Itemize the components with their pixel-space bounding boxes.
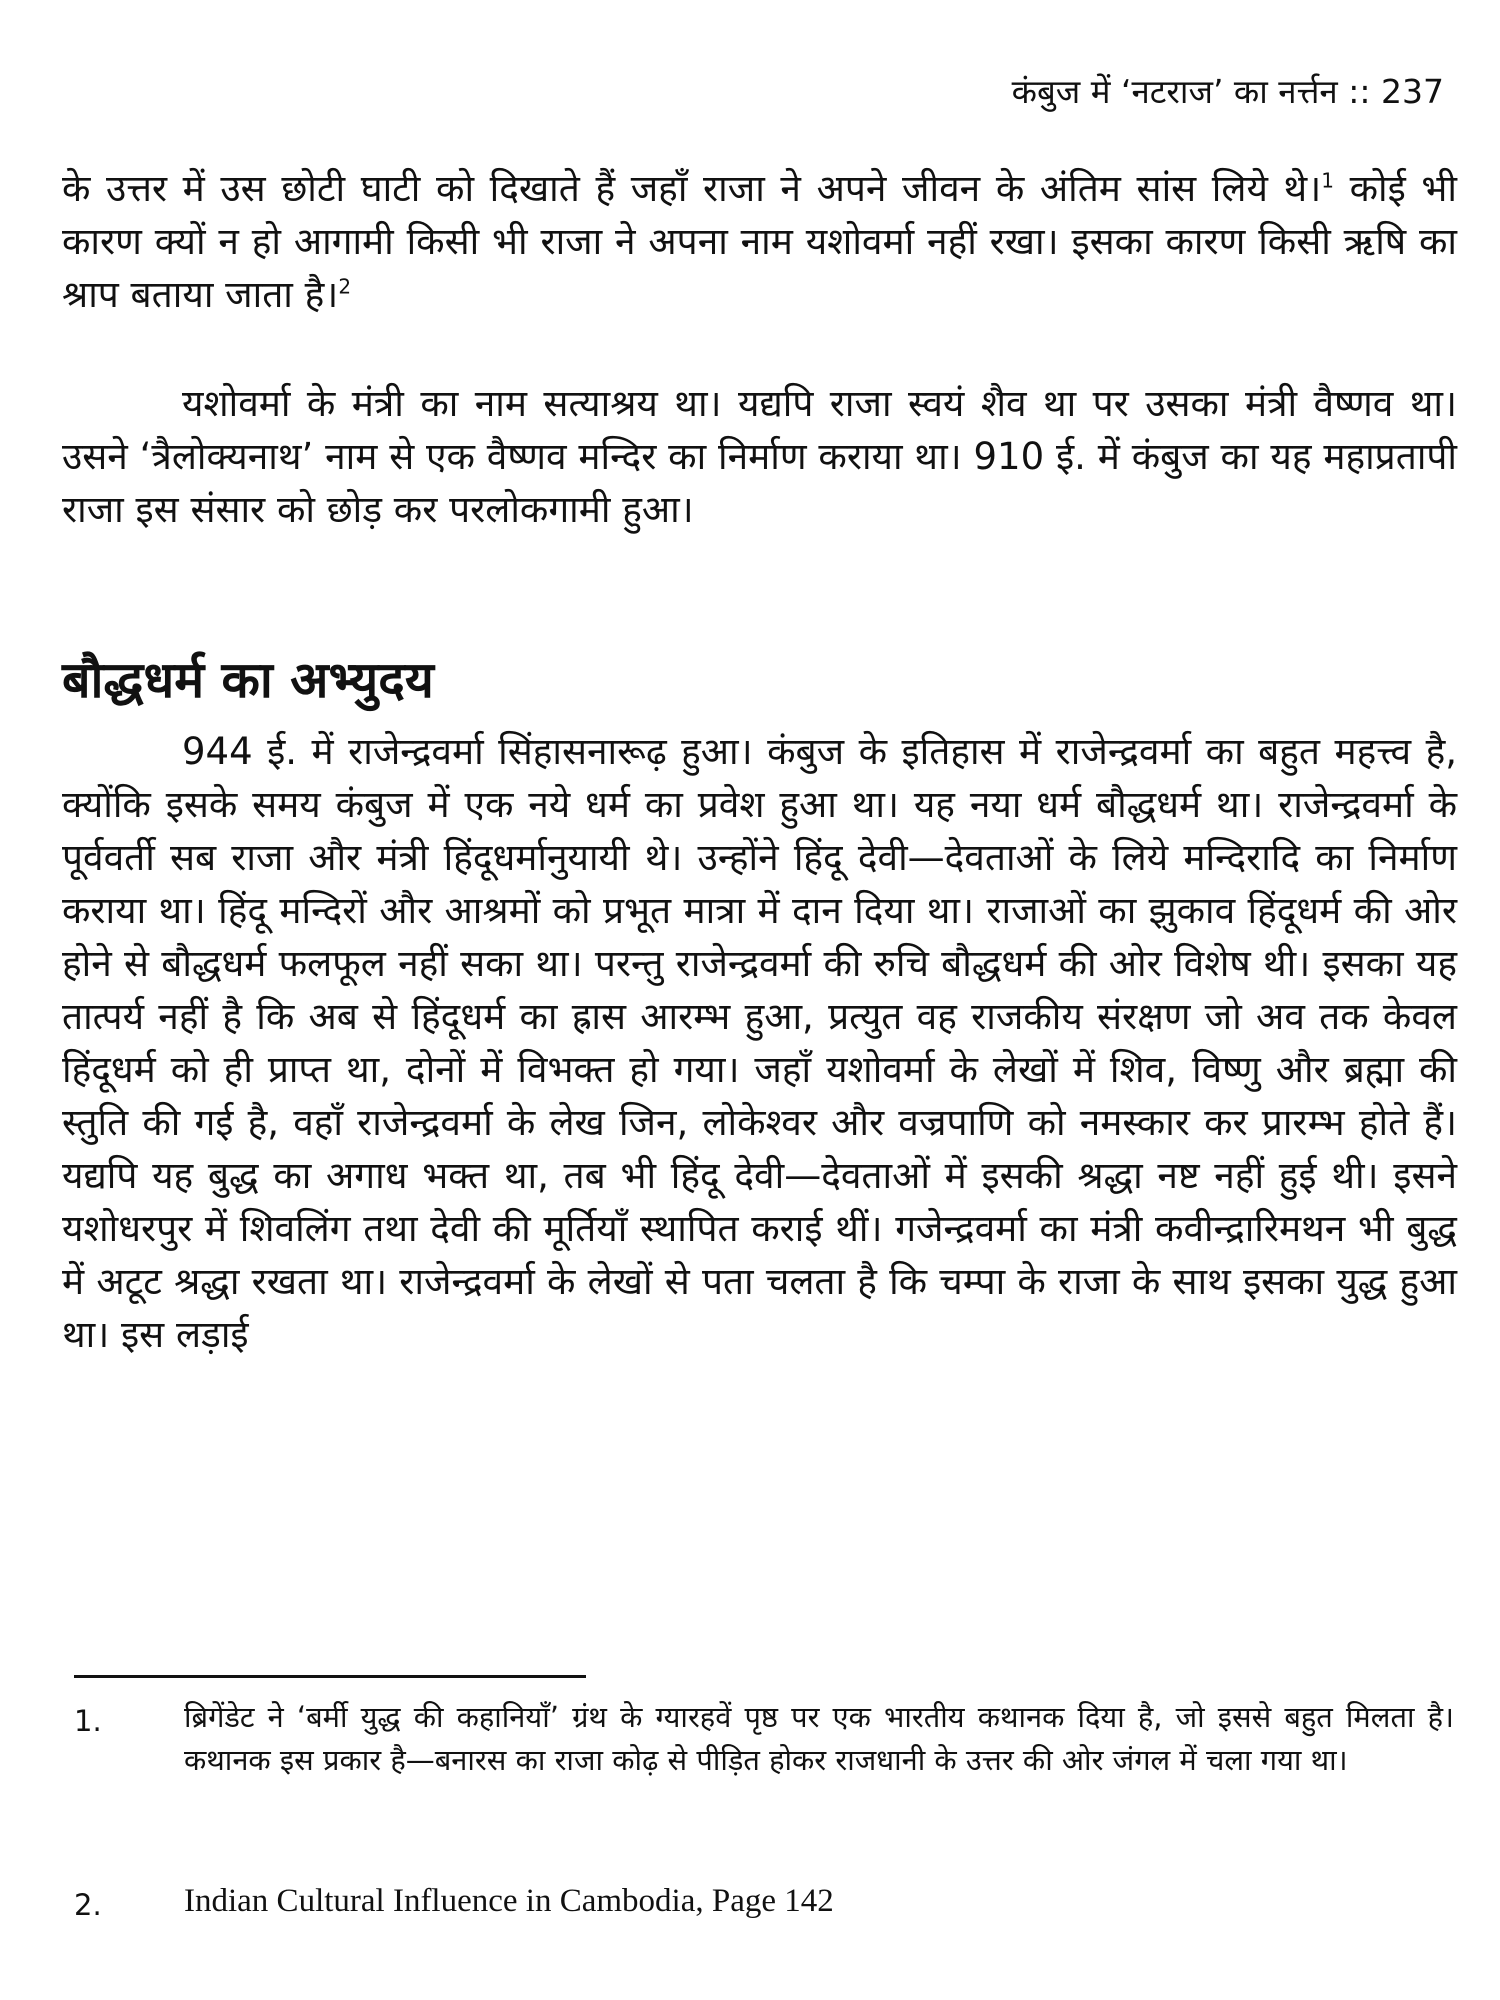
paragraph-yashovarman-minister: यशोवर्मा के मंत्री का नाम सत्याश्रय था। यद्यपि राजा स्वयं शैव था पर उसका मंत्री वैष्णव था। उसने ‘त्रैलोक्यनाथ’ नाम से एक वैष्णव मन्दिर का निर्माण कराया था। 910 ई. में कंबुज का यह महाप्रतापी राजा इस संसार को छोड़ कर परलोकगामी हुआ।: [62, 382, 1457, 531]
section-heading: बौद्धधर्म का अभ्युदय: [62, 651, 434, 709]
paragraph-continuation: [62, 162, 1457, 321]
footnote-text: ब्रिगेंडेट ने ‘बर्मी युद्ध की कहानियाँ’ ग्रंथ के ग्यारहवें पृष्ठ पर एक भारतीय कथानक दिया है, जो इससे बहुत मिलता है। कथानक इस प्रकार है—बनारस का राजा कोढ़ से पीड़ित होकर राजधानी के उत्तर की ओर जंगल में चला गया था।: [184, 1700, 1454, 1777]
paragraph-text: के उत्तर में उस छोटी घाटी को दिखाते हैं जहाँ राजा ने अपने जीवन के अंतिम सांस लिये थे।: [62, 167, 1322, 210]
paragraph-text: कोई भी कारण क्यों न हो आगामी किसी भी राजा ने अपना नाम यशोवर्मा नहीं रखा। इसका कारण किसी ऋषि का श्राप बताया जाता है।: [62, 167, 1457, 316]
page-number: 237: [1381, 72, 1444, 111]
footnote-2: [74, 1880, 1454, 1923]
footnote-1: [74, 1696, 1454, 1782]
footnote-number: 2.: [74, 1888, 102, 1922]
running-title: कंबुज में ‘नटराज’ का नर्त्तन: [1011, 72, 1338, 111]
footnote-divider: [74, 1675, 586, 1678]
paragraph-rajendravarman: 944 ई. में राजेन्द्रवर्मा सिंहासनारूढ़ हुआ। कंबुज के इतिहास में राजेन्द्रवर्मा का बहुत महत्त्व है, क्योंकि इसके समय कंबुज में एक नये धर्म का प्रवेश हुआ था। यह नया धर्म बौद्धधर्म था। राजेन्द्रवर्मा के पूर्ववर्ती सब राजा और मंत्री हिंदूधर्मानुयायी थे। उन्होंने हिंदू देवी—देवताओं के लिये मन्दिरादि का निर्माण कराया था। हिंदू मन्दिरों और आश्रमों को प्रभूत मात्रा में दान दिया था। राजाओं का झुकाव हिंदूधर्म की ओर होने से बौद्धधर्म फलफूल नहीं सका था। परन्तु राजेन्द्रवर्मा की रुचि बौद्धधर्म की ओर विशेष थी। इसका यह तात्पर्य नहीं है कि अब से हिंदूधर्म का ह्रास आरम्भ हुआ, प्रत्युत वह राजकीय संरक्षण जो अव तक केवल हिंदूधर्म को ही प्राप्त था, दोनों में विभक्त हो गया। जहाँ यशोवर्मा के लेखों में शिव, विष्णु और ब्रह्मा की स्तुति की गई है, वहाँ राजेन्द्रवर्मा के लेख जिन, लोकेश्वर और वज्रपाणि को नमस्कार कर प्रारम्भ होते हैं। यद्यपि यह बुद्ध का अगाध भक्त था, तब भी हिंदू देवी—देवताओं में इसकी श्रद्धा नष्ट नहीं हुई थी। इसने यशोधरपुर में शिवलिंग तथा देवी की मूर्तियाँ स्थापित कराई थीं। गजेन्द्रवर्मा का मंत्री कवीन्द्रारिमथन भी बुद्ध में अटूट श्रद्धा रखता था। राजेन्द्रवर्मा के लेखों से पता चलता है कि चम्पा के राजा के साथ इसका युद्ध हुआ था। इस लड़ाई: [62, 730, 1457, 1356]
footnote-ref-1: 1: [1321, 168, 1334, 193]
header-separator: ::: [1348, 72, 1371, 111]
footnote-text: Indian Cultural Influence in Cambodia, Page 142: [184, 1883, 834, 1919]
footnote-number: 1.: [74, 1704, 102, 1738]
running-header: [1012, 70, 1444, 114]
footnote-ref-2: 2: [338, 274, 352, 299]
